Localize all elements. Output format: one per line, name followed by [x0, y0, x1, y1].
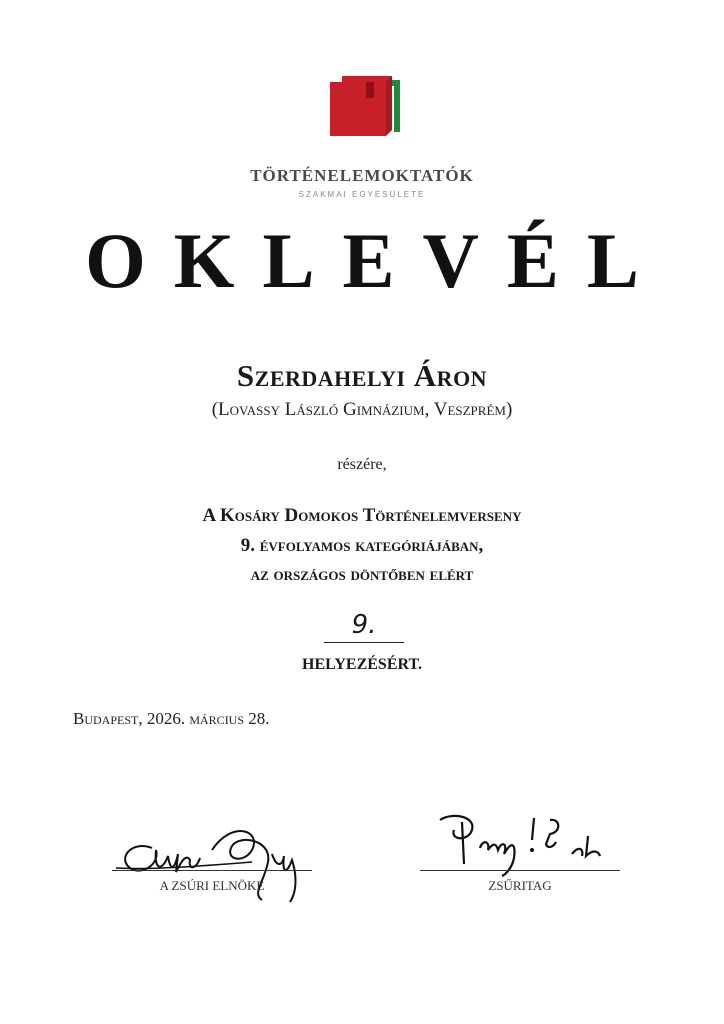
signature-line-1: [112, 870, 312, 871]
award-line-1: A Kosáry Domokos Történelemverseny: [202, 505, 522, 526]
recipient-school: (Lovassy László Gimnázium, Veszprém): [211, 399, 513, 420]
for-label: részére,: [337, 456, 387, 473]
recipient-name: Szerdahelyi Áron: [236, 358, 488, 393]
book-logo-icon: [330, 74, 406, 136]
place-suffix: HELYEZÉSÉRT.: [302, 656, 422, 673]
award-line-3: az országos döntőben elért: [250, 564, 474, 585]
jury-president-signature: [112, 810, 312, 910]
jury-president-label: A ZSÚRI ELNÖKE: [159, 878, 265, 893]
organization-subtitle: SZAKMAI EGYESÜLETE: [298, 190, 426, 199]
award-line-2: 9. évfolyamos kategóriájában,: [240, 535, 484, 556]
issue-date: Budapest, 2026. március 28.: [73, 709, 270, 728]
place-field: [324, 610, 404, 643]
place-value: 9.: [351, 610, 377, 640]
signature-line-2: [420, 870, 620, 871]
jury-member-label: ZSŰRITAG: [488, 878, 552, 893]
organization-name: TÖRTÉNELEMOKTATÓK: [250, 166, 474, 185]
certificate-title: OKLEVÉL: [85, 217, 667, 304]
